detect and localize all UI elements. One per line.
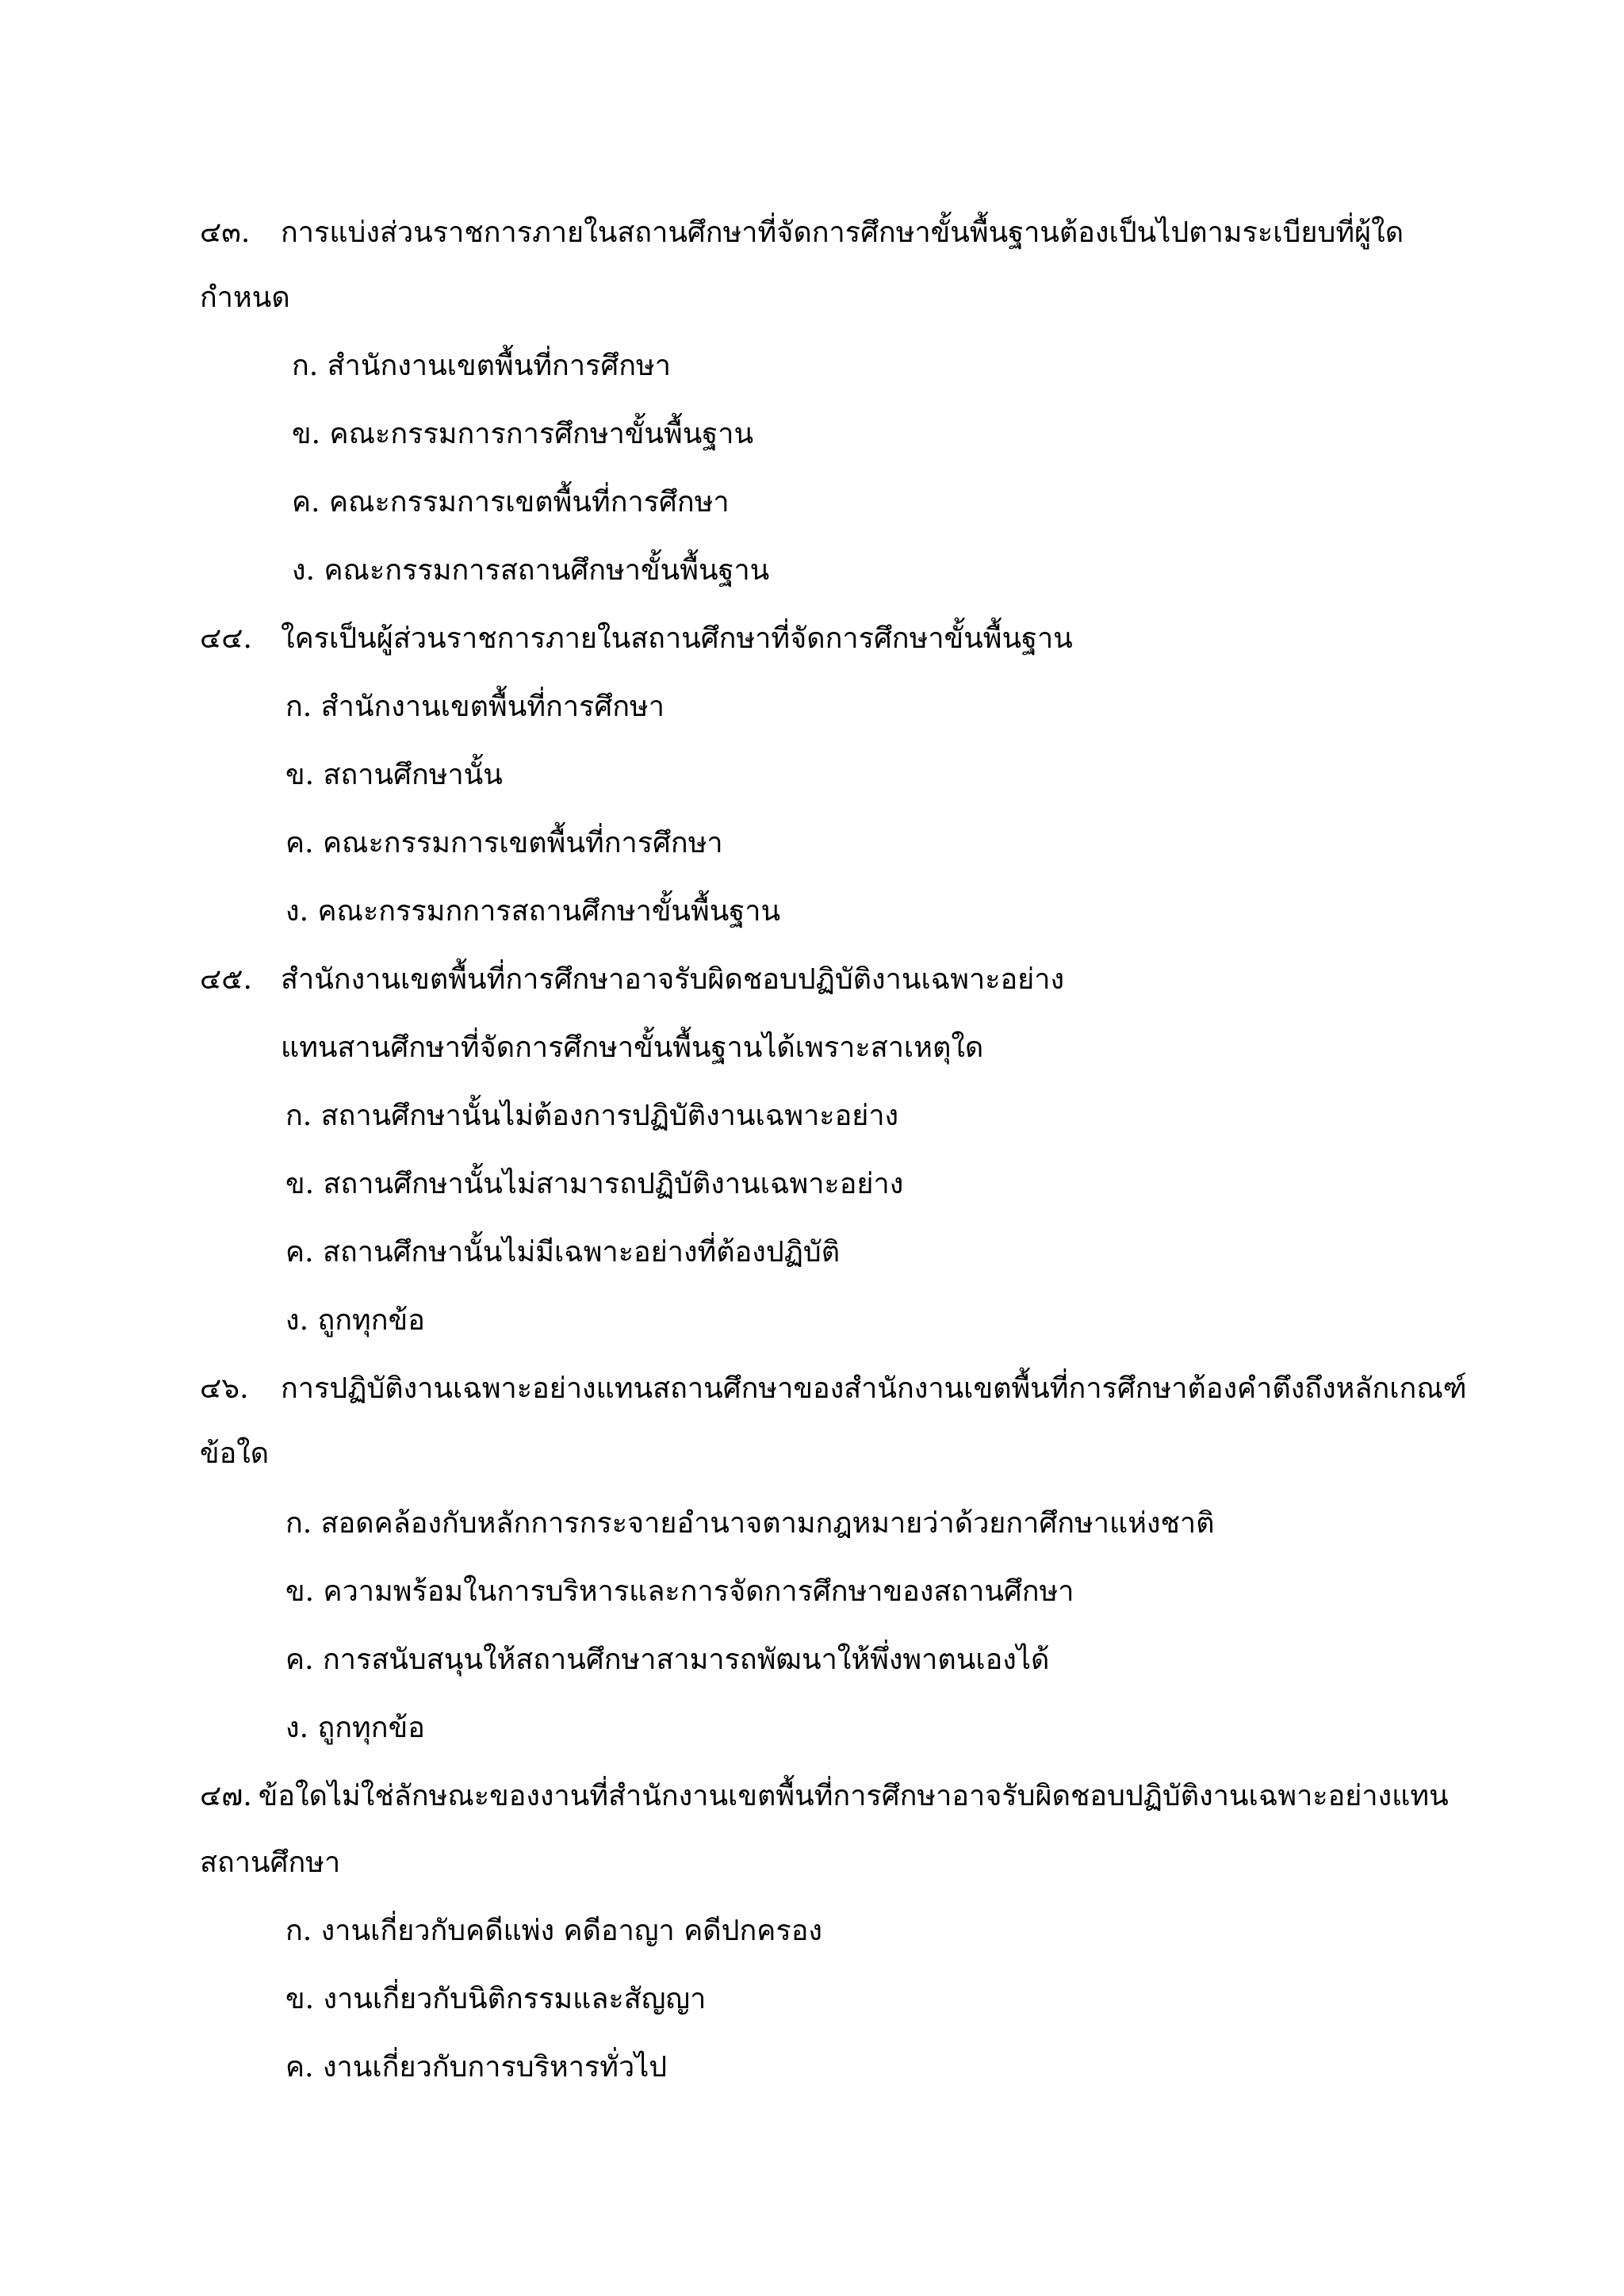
question-46-option-d: ง. ถูกทุกข้อ (285, 1712, 425, 1744)
question-43-number: ๔๓. (200, 216, 251, 249)
question-43-line2: กำหนด (200, 281, 290, 314)
question-44-option-b: ข. สถานศึกษานั้น (285, 759, 503, 791)
question-45-option-d: ง. ถูกทุกข้อ (285, 1304, 425, 1337)
question-43-option-b: ข. คณะกรรมการการศึกษาขั้นพื้นฐาน (292, 418, 754, 450)
question-45-number: ๔๕. (200, 963, 252, 996)
question-46-text: การปฏิบัติงานเฉพาะอย่างแทนสถานศึกษาของสำนักงานเขตพื้นที่การศึกษาต้องคำตึงถึงหลักเกณฑ์ (281, 1372, 1467, 1405)
question-44-option-a: ก. สำนักงานเขตพื้นที่การศึกษา (285, 691, 665, 723)
question-44-option-d: ง. คณะกรรมกการสถานศึกษาขั้นพื้นฐาน (285, 895, 781, 928)
question-46-line2: ข้อใด (200, 1437, 270, 1470)
question-45-line2: แทนสานศึกษาที่จัดการศึกษาขั้นพื้นฐานได้เพราะสาเหตุใด (281, 1031, 984, 1064)
question-45-line1 (200, 961, 1064, 999)
question-46-line1 (200, 1370, 1467, 1408)
question-46-option-c: ค. การสนับสนุนให้สถานศึกษาสามารถพัฒนาให้พึ่งพาตนเองได้ (285, 1644, 1050, 1676)
question-43-option-a: ก. สำนักงานเขตพื้นที่การศึกษา (292, 350, 671, 382)
question-47-option-c: ค. งานเกี่ยวกับการบริหารทั่วไป (285, 2051, 668, 2084)
question-47-text: ข้อใดไม่ใช่ลักษณะของงานที่สำนักงานเขตพื้นที่การศึกษาอาจรับผิดชอบปฏิบัติงานเฉพาะอย่างแทน (258, 1780, 1449, 1812)
question-44-text: ใครเป็นผู้ส่วนราชการภายในสถานศึกษาที่จัดการศึกษาขั้นพื้นฐาน (281, 622, 1073, 655)
question-46-number: ๔๖. (200, 1372, 249, 1405)
question-45-option-c: ค. สถานศึกษานั้นไม่มีเฉพาะอย่างที่ต้องปฏิบัติ (285, 1236, 841, 1269)
question-47-option-b: ข. งานเกี่ยวกับนิติกรรมและสัญญา (285, 1983, 707, 2015)
question-47-number: ๔๗. (200, 1780, 252, 1812)
question-43-option-d: ง. คณะกรรมการสถานศึกษาขั้นพื้นฐาน (292, 554, 770, 587)
question-47-line1 (200, 1777, 1449, 1816)
question-47-line2: สถานศึกษา (200, 1846, 341, 1879)
question-44-option-c: ค. คณะกรรมการเขตพื้นที่การศึกษา (285, 827, 723, 859)
question-45-text: สำนักงานเขตพื้นที่การศึกษาอาจรับผิดชอบปฏิบัติงานเฉพาะอย่าง (281, 963, 1065, 996)
question-45-option-a: ก. สถานศึกษานั้นไม่ต้องการปฏิบัติงานเฉพาะอย่าง (285, 1100, 899, 1132)
question-43-text: การแบ่งส่วนราชการภายในสถานศึกษาที่จัดการศึกษาขั้นพื้นฐานต้องเป็นไปตามระเบียบที่ผู้ใด (281, 216, 1404, 249)
question-47-option-a: ก. งานเกี่ยวกับคดีแพ่ง คดีอาญา คดีปกครอง (285, 1915, 822, 1947)
question-44-number: ๔๔. (200, 622, 252, 655)
question-46-option-a: ก. สอดคล้องกับหลักการกระจายอำนาจตามกฎหมายว่าด้วยกาศึกษาแห่งชาติ (285, 1507, 1215, 1540)
question-44-line1 (200, 620, 1073, 658)
question-43-option-c: ค. คณะกรรมการเขตพื้นที่การศึกษา (292, 486, 730, 519)
question-46-option-b: ข. ความพร้อมในการบริหารและการจัดการศึกษาของสถานศึกษา (285, 1575, 1074, 1608)
question-45-option-b: ข. สถานศึกษานั้นไม่สามารถปฏิบัติงานเฉพาะอย่าง (285, 1168, 904, 1200)
question-43-line1 (200, 214, 1404, 252)
